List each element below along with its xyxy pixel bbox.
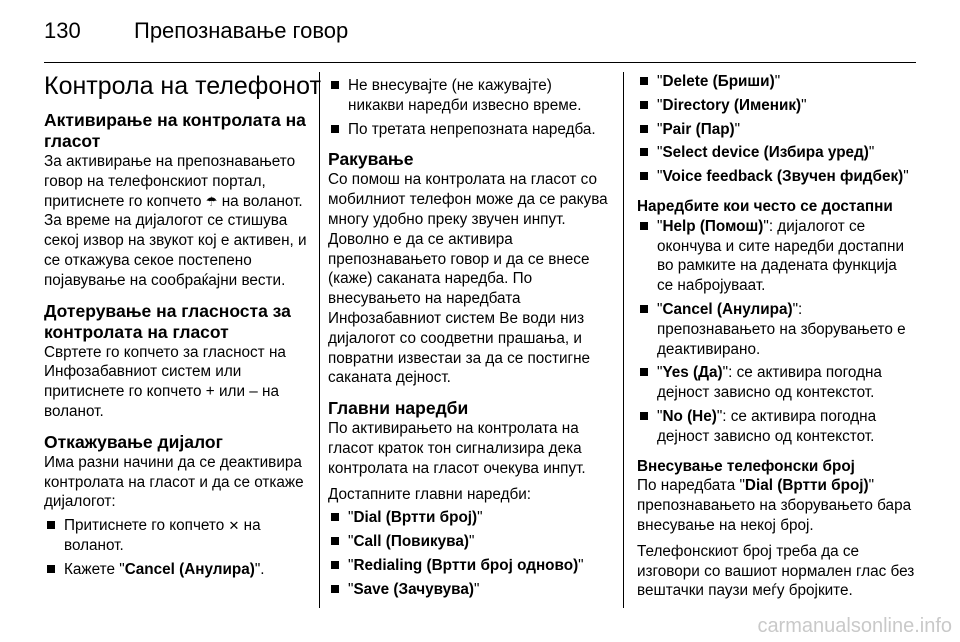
heading-always-available: Наредбите кои често се достапни [637,197,893,215]
main-commands-list-continued [637,72,917,187]
paragraph-activate: За активирање на препознавањето говор на телефонскиот портал, притиснете го копчето ☂ на воланот. За време на дијалогот се стишува секој извор на звукот кој е активен, и се откажува секое постепено појавување на сообраќајни вести. [44,153,307,289]
column-divider [623,72,624,608]
chapter-title: Препознавање говор [134,18,349,43]
paragraph-main-commands: По активирањето на контролата на гласот краток тон сигнализира дека контролата на гласот очекува инпут. [328,420,586,477]
list-item: "Select device (Избира уред)" [637,143,917,163]
paragraph-enter-number-2: Телефонскиот број треба да се изговори со вашиот нормален глас без вештачки паузи меѓу бројките. [637,542,915,600]
section-title: Контрола на телефонот [44,72,321,100]
list-item: "Save (Зачувува)" [328,580,610,600]
cancel-list-continued [328,76,610,139]
column-2 [328,76,610,604]
paragraph-cancel: Има разни начини да се деактивира контролата на гласот и да се откаже дијалогот: [44,453,304,511]
main-commands-list [328,508,610,599]
paragraph-available: Достапните главни наредби: [328,485,532,503]
column-3 [637,72,917,601]
always-commands-list [637,217,917,447]
list-item: "Call (Повикува)" [328,532,610,552]
list-item: "Pair (Пар)" [637,120,917,140]
heading-cancel: Откажување дијалог [44,431,223,452]
header-rule [44,62,916,63]
list-item: "Dial (Вртти број)" [328,508,610,528]
list-item: "Redialing (Вртти број одново)" [328,556,610,576]
list-item: "Voice feedback (Звучен фидбек)" [637,167,917,187]
paragraph-calling: Со помош на контролата на гласот со мобилниот телефон може да се ракува многу удобно преку звучен инпут. Доволно е да се активира препознавањето говор и да се внесе (каже) саканата наредба. По внесувањето на наредбата Инфозабавниот систем Ве води низ дијалогот со соодветни прашања, и повратни известаи за да се постигне саканата дејност. [328,171,608,387]
list-item: "No (Не)": се активира погодна дејност зависно од контекстот. [637,407,917,447]
column-1 [44,110,312,584]
paragraph-enter-number: По наредбата "Dial (Вртти број)" препознавањето на зборувањето бара внесување на некој број. [637,477,912,534]
list-item: Не внесувајте (не кажувајте) никакви наредби извесно време. [328,76,610,116]
heading-calling: Ракување [328,149,414,170]
heading-activate: Активирање на контролата на гласот [44,110,306,151]
heading-enter-number: Внесување телефонски број [637,457,855,475]
page-number: 130 [44,18,81,43]
mute-icon: ✕ [228,518,240,534]
list-item: Притиснете го копчето ✕ на воланот. [44,516,312,556]
column-divider [319,72,320,608]
list-item: "Help (Помош)": дијалогот се окончува и сите наредби достапни во рамките на дадената функција се набројуваат. [637,217,917,296]
list-item: "Delete (Бриши)" [637,72,917,92]
heading-volume: Дотерување на гласноста за контролата на гласот [44,300,291,342]
cancel-list [44,516,312,579]
list-item: "Yes (Да)": се активира погодна дејност зависно од контекстот. [637,363,917,403]
voice-command-icon: ☂ [205,193,218,209]
paragraph-volume: Свртете го копчето за гласност на Инфозабавниот систем или притиснете го копчето + или – на воланот. [44,343,286,420]
watermark: carmanualsonline.info [757,615,952,637]
heading-main-commands: Главни наредби [328,398,469,419]
list-item: "Directory (Именик)" [637,96,917,116]
list-item: Кажете "Cancel (Анулира)". [44,560,312,580]
list-item: По третата непрепозната наредба. [328,120,610,140]
list-item: "Cancel (Анулира)": препознавањето на зборувањето е деактивирано. [637,300,917,359]
